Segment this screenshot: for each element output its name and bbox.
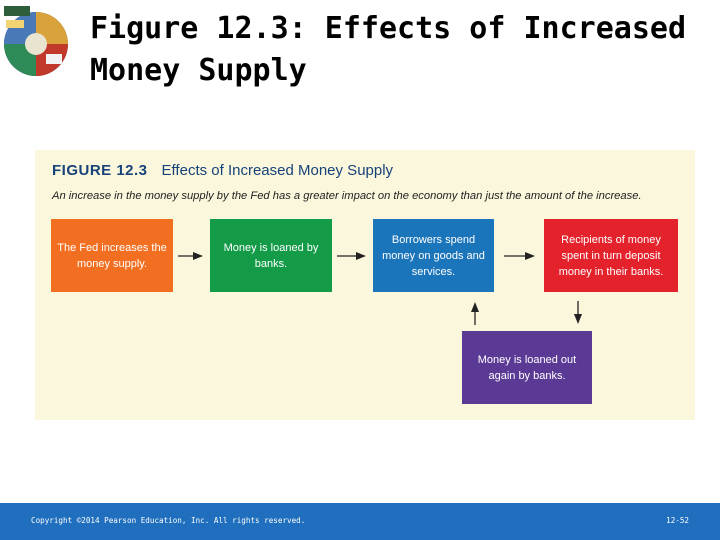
- textbook-cover-logo: [0, 0, 72, 88]
- arrow-recipients-to-loaned-again: [574, 301, 582, 324]
- figure-panel: [35, 150, 695, 420]
- arrow-fed-to-loaned: [178, 252, 203, 260]
- box-recipients-deposit: Recipients of money spent in turn deposit money in their banks.: [544, 219, 678, 292]
- footer-bar: [0, 503, 720, 540]
- arrow-loaned-again-to-borrowers: [471, 302, 479, 325]
- figure-number: FIGURE 12.3: [52, 162, 148, 179]
- figure-caption: Effects of Increased Money Supply: [161, 162, 394, 179]
- box-fed-increases: The Fed increases the money supply.: [51, 219, 173, 292]
- arrow-borrowers-to-recipients: [504, 252, 535, 260]
- arrow-loaned-to-borrowers: [337, 252, 366, 260]
- page-number: 12-52: [666, 516, 689, 525]
- copyright-text: Copyright ©2014 Pearson Education, Inc. All rights reserved.: [31, 516, 306, 525]
- box-money-loaned: Money is loaned by banks.: [210, 219, 332, 292]
- box-loaned-again: Money is loaned out again by banks.: [462, 331, 592, 404]
- slide-title: Figure 12.3: Effects of Increased Money Supply: [90, 11, 687, 88]
- box-borrowers-spend: Borrowers spend money on goods and services.: [373, 219, 494, 292]
- figure-description: An increase in the money supply by the Fed has a greater impact on the economy than just the amount of the increase.: [52, 190, 642, 202]
